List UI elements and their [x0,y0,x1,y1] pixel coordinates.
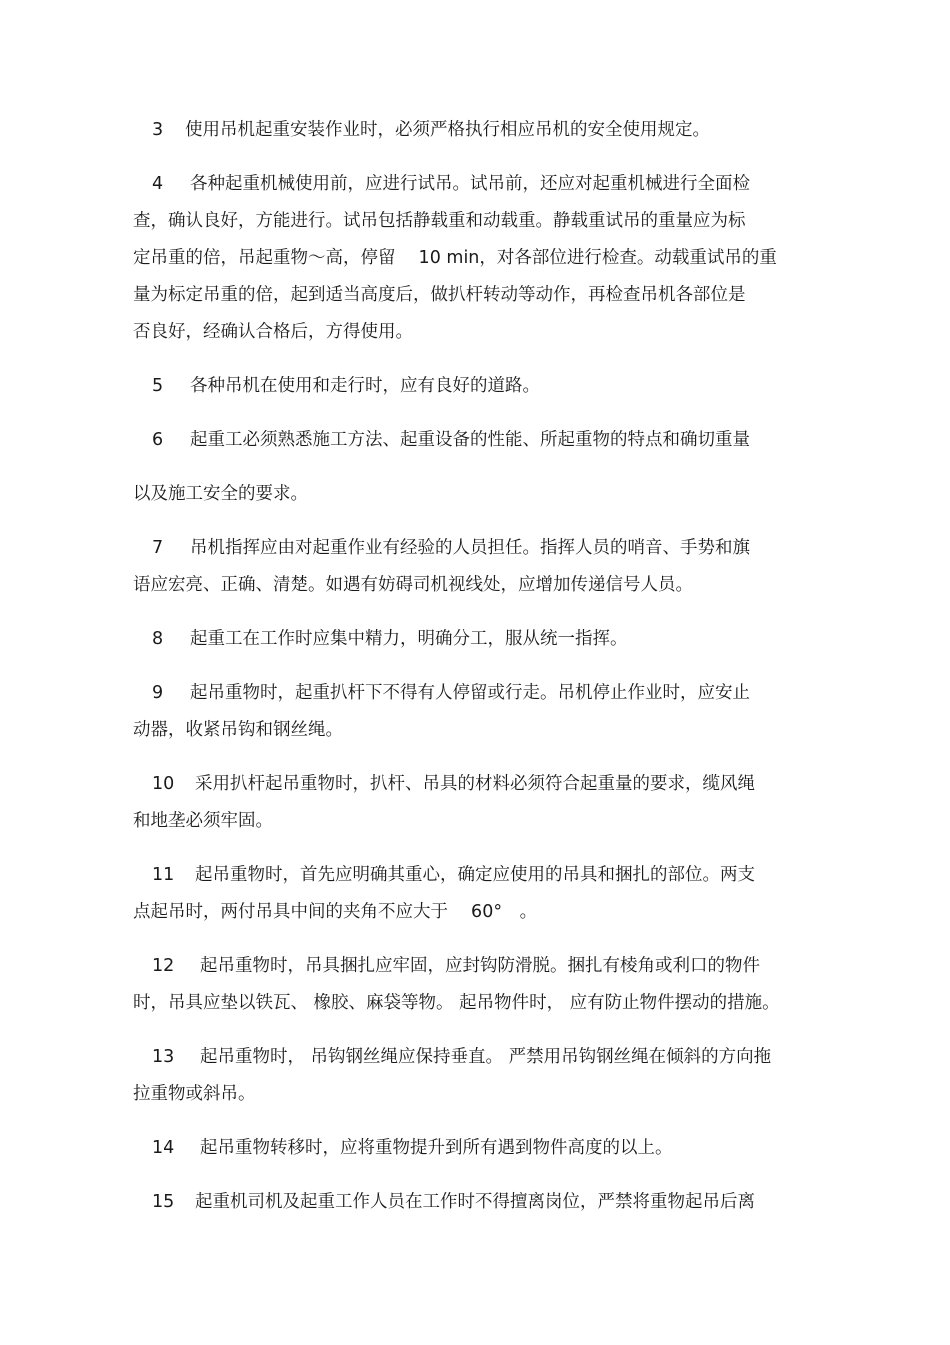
item-number: 13 [152,1047,175,1067]
item-text: 定吊重的倍，吊起重物～高，停留 10 min，对各部位进行检查。动载重试吊的重 [133,248,777,268]
item-4-line-2 [133,209,746,233]
item-14-line-1 [152,1136,673,1160]
item-11-line-2 [133,900,537,924]
item-text: 使用吊机起重安装作业时，必须严格执行相应吊机的安全使用规定。 [185,120,710,140]
item-number: 15 [152,1192,175,1212]
item-number: 14 [152,1138,175,1158]
item-9-line-2 [133,718,343,742]
item-text: 起重机司机及起重工作人员在工作时不得擅离岗位，严禁将重物起吊后离 [195,1192,755,1212]
item-number: 4 [152,174,164,194]
item-7-line-1 [152,536,750,560]
item-6-line-2 [133,482,308,506]
item-text: 查，确认良好，方能进行。试吊包括静载重和动载重。静载重试吊的重量应为标 [133,211,746,231]
item-number: 8 [152,629,164,649]
item-text: 吊机指挥应由对起重作业有经验的人员担任。指挥人员的哨音、手势和旗 [190,538,750,558]
item-text: 起吊重物时，吊具捆扎应牢固，应封钩防滑脱。捆扎有棱角或利口的物件 [200,956,760,976]
item-number: 6 [152,430,164,450]
item-text: 起吊重物时，起重扒杆下不得有人停留或行走。吊机停止作业时，应安止 [190,683,750,703]
item-4-line-4 [133,283,746,307]
item-number: 10 [152,774,175,794]
item-13-line-2 [133,1082,256,1106]
item-4-line-5 [133,320,413,344]
item-text: 和地垄必须牢固。 [133,811,273,831]
item-7-line-2 [133,573,693,597]
item-6-line-1 [152,428,750,452]
item-number: 9 [152,683,164,703]
item-number: 5 [152,376,164,396]
item-11-line-1 [152,863,755,887]
item-12-line-2 [133,991,780,1015]
item-8-line-1 [152,627,628,651]
item-text: 采用扒杆起吊重物时，扒杆、吊具的材料必须符合起重量的要求，缆风绳 [195,774,755,794]
item-text: 各种吊机在使用和走行时，应有良好的道路。 [190,376,540,396]
item-5-line-1 [152,374,540,398]
item-text: 起吊重物时，首先应明确其重心，确定应使用的吊具和捆扎的部位。两支 [195,865,755,885]
item-15-line-1 [152,1190,755,1214]
item-text: 语应宏亮、正确、清楚。如遇有妨碍司机视线处，应增加传递信号人员。 [133,575,693,595]
item-3-line-1 [152,118,710,142]
item-number: 3 [152,120,164,140]
item-10-line-2 [133,809,273,833]
item-13-line-1 [152,1045,771,1069]
item-number: 12 [152,956,175,976]
item-9-line-1 [152,681,750,705]
item-text: 时，吊具应垫以铁瓦、 橡胶、麻袋等物。 起吊物件时， 应有防止物件摆动的措施。 [133,993,780,1013]
item-text: 起重工必须熟悉施工方法、起重设备的性能、所起重物的特点和确切重量 [190,430,750,450]
item-text: 动器，收紧吊钩和钢丝绳。 [133,720,343,740]
item-text: 以及施工安全的要求。 [133,484,308,504]
item-text: 起吊重物时， 吊钩钢丝绳应保持垂直。 严禁用吊钩钢丝绳在倾斜的方向拖 [200,1047,772,1067]
item-12-line-1 [152,954,760,978]
item-text: 起重工在工作时应集中精力，明确分工，服从统一指挥。 [190,629,628,649]
item-text: 点起吊时，两付吊具中间的夹角不应大于 60° 。 [133,902,538,922]
item-4-line-1 [152,172,750,196]
item-number: 7 [152,538,164,558]
item-text: 拉重物或斜吊。 [133,1084,256,1104]
item-4-line-3 [133,246,777,270]
item-text: 起吊重物转移时，应将重物提升到所有遇到物件高度的以上。 [200,1138,673,1158]
item-number: 11 [152,865,175,885]
item-text: 否良好，经确认合格后，方得使用。 [133,322,413,342]
item-10-line-1 [152,772,755,796]
item-text: 各种起重机械使用前，应进行试吊。试吊前，还应对起重机械进行全面检 [190,174,750,194]
item-text: 量为标定吊重的倍，起到适当高度后，做扒杆转动等动作，再检查吊机各部位是 [133,285,746,305]
